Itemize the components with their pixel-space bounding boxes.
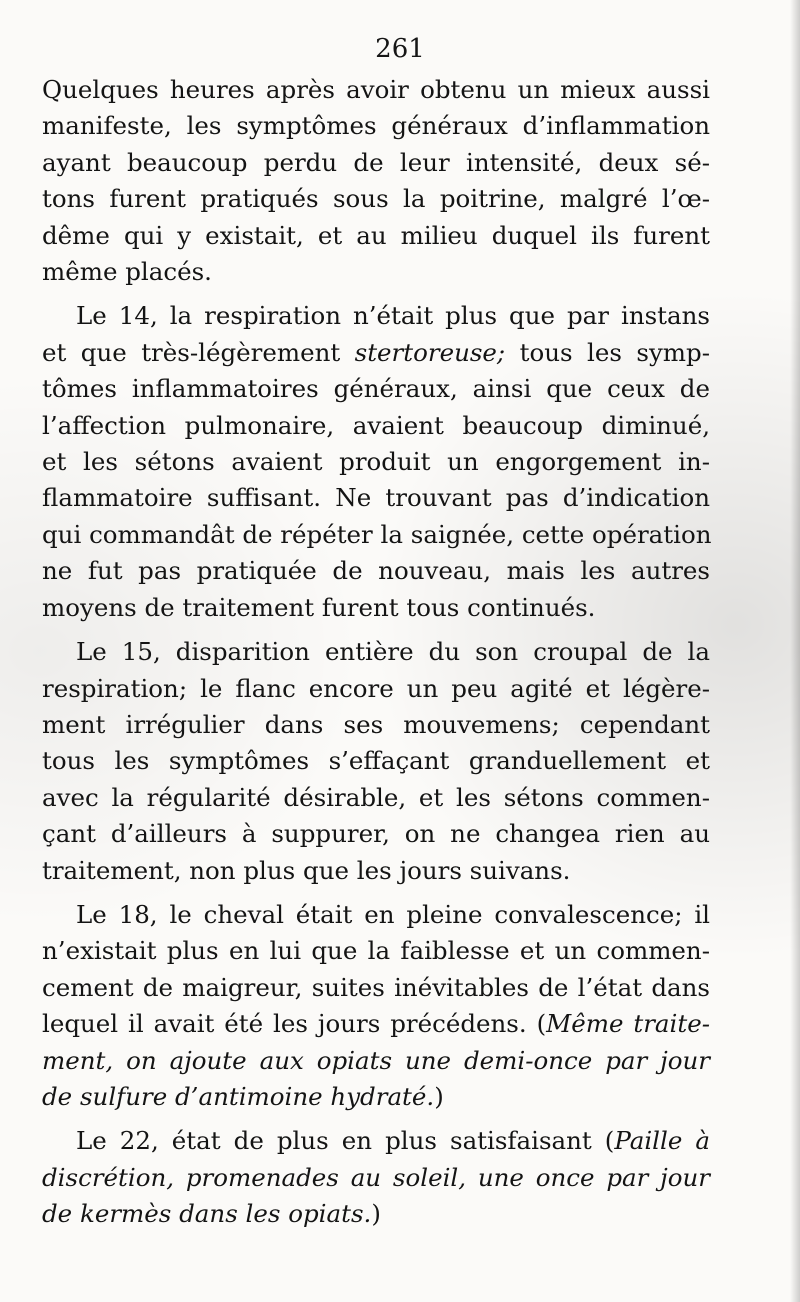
text-segment: tons furent pratiqués sous la poitrine, malgré l’œ-: [42, 184, 710, 214]
text-line: [42, 181, 710, 217]
text-line: [42, 897, 710, 933]
paragraph: [42, 1123, 710, 1232]
text-segment: cement de maigreur, suites inévitables de l’état dans: [42, 972, 710, 1002]
text-line: [42, 970, 710, 1006]
text-line: [42, 145, 710, 181]
text-line: [42, 298, 710, 334]
page-edge-shadow: [790, 0, 800, 1302]
text-segment: moyens de traitement furent tous continués.: [42, 592, 596, 622]
text-line: [42, 707, 710, 743]
text-segment: ): [371, 1199, 381, 1229]
text-line: [42, 816, 710, 852]
text-segment: tômes inflammatoires généraux, ainsi que ceux de: [42, 374, 710, 404]
paragraph: [42, 634, 710, 889]
italic-text: Même traite-: [546, 1009, 710, 1039]
text-segment: Quelques heures après avoir obtenu un mieux aussi: [42, 75, 710, 104]
text-line: [42, 933, 710, 969]
italic-text: ment, on ajoute aux opiats une demi-once par jour: [42, 1045, 710, 1075]
text-line: [42, 444, 710, 480]
text-line: [42, 1123, 710, 1159]
text-line: [42, 634, 710, 670]
text-segment: traitement, non plus que les jours suivans.: [42, 855, 571, 885]
text-line: [42, 1006, 710, 1042]
paragraph: [42, 72, 710, 290]
text-segment: Le 14, la respiration n’était plus que par instans: [76, 301, 710, 331]
text-line: [42, 371, 710, 407]
text-line: [42, 218, 710, 254]
text-segment: et les sétons avaient produit un engorgement in-: [42, 447, 710, 477]
text-segment: qui commandât de répéter la saignée, cette opération: [42, 519, 712, 549]
text-line: [42, 553, 710, 589]
text-segment: çant d’ailleurs à suppurer, on ne changea rien au: [42, 819, 710, 849]
text-segment: et que très-légèrement: [42, 337, 355, 367]
text-segment: même placés.: [42, 257, 212, 287]
italic-text: de sulfure d’antimoine hydraté.: [42, 1081, 435, 1111]
text-line: [42, 743, 710, 779]
text-segment: lequel il avait été les jours précédens. (: [42, 1009, 547, 1039]
text-line: [42, 1196, 710, 1232]
text-segment: l’affection pulmonaire, avaient beaucoup diminué,: [42, 410, 710, 440]
text-line: [42, 1043, 710, 1079]
text-segment: tous les symp-: [505, 337, 710, 367]
text-line: [42, 780, 710, 816]
text-line: [42, 480, 710, 516]
text-segment: manifeste, les symptômes généraux d’inflammation: [42, 111, 710, 141]
text-segment: tous les symptômes s’effaçant granduellement et: [42, 746, 710, 776]
text-segment: ne fut pas pratiquée de nouveau, mais les autres: [42, 556, 710, 586]
text-segment: n’existait plus en lui que la faiblesse et un commen-: [42, 936, 710, 966]
text-line: [42, 590, 710, 626]
text-segment: ayant beaucoup perdu de leur intensité, deux sé-: [42, 147, 710, 177]
text-segment: ): [434, 1081, 444, 1111]
page-number: 261: [375, 34, 425, 64]
italic-text: Paille à: [614, 1126, 710, 1156]
italic-text: discrétion, promenades au soleil, une once par jour: [42, 1162, 710, 1192]
text-line: [42, 853, 710, 889]
text-line: [42, 1160, 710, 1196]
text-line: [42, 517, 710, 553]
text-segment: Le 22, état de plus en plus satisfaisant (: [76, 1126, 615, 1156]
text-line: [42, 408, 710, 444]
paragraph: [42, 298, 710, 626]
italic-text: de kermès dans les opiats.: [42, 1199, 372, 1229]
italic-text: stertoreuse;: [354, 337, 506, 367]
text-segment: ment irrégulier dans ses mouvemens; cependant: [42, 709, 710, 739]
text-line: [42, 335, 710, 371]
text-segment: Le 15, disparition entière du son croupal de la: [76, 637, 710, 667]
text-line: [42, 1079, 710, 1115]
text-line: [42, 108, 710, 144]
text-segment: avec la régularité désirable, et les sétons commen-: [42, 782, 710, 812]
text-line: [42, 671, 710, 707]
body-text: [42, 72, 710, 1241]
text-segment: dême qui y existait, et au milieu duquel ils furent: [42, 220, 710, 250]
text-line: [42, 72, 710, 108]
text-line: [42, 254, 710, 290]
text-segment: Le 18, le cheval était en pleine convalescence; il: [76, 899, 710, 929]
text-segment: respiration; le flanc encore un peu agité et légère-: [42, 673, 710, 703]
paragraph: [42, 897, 710, 1115]
text-segment: flammatoire suffisant. Ne trouvant pas d’indication: [42, 483, 710, 513]
